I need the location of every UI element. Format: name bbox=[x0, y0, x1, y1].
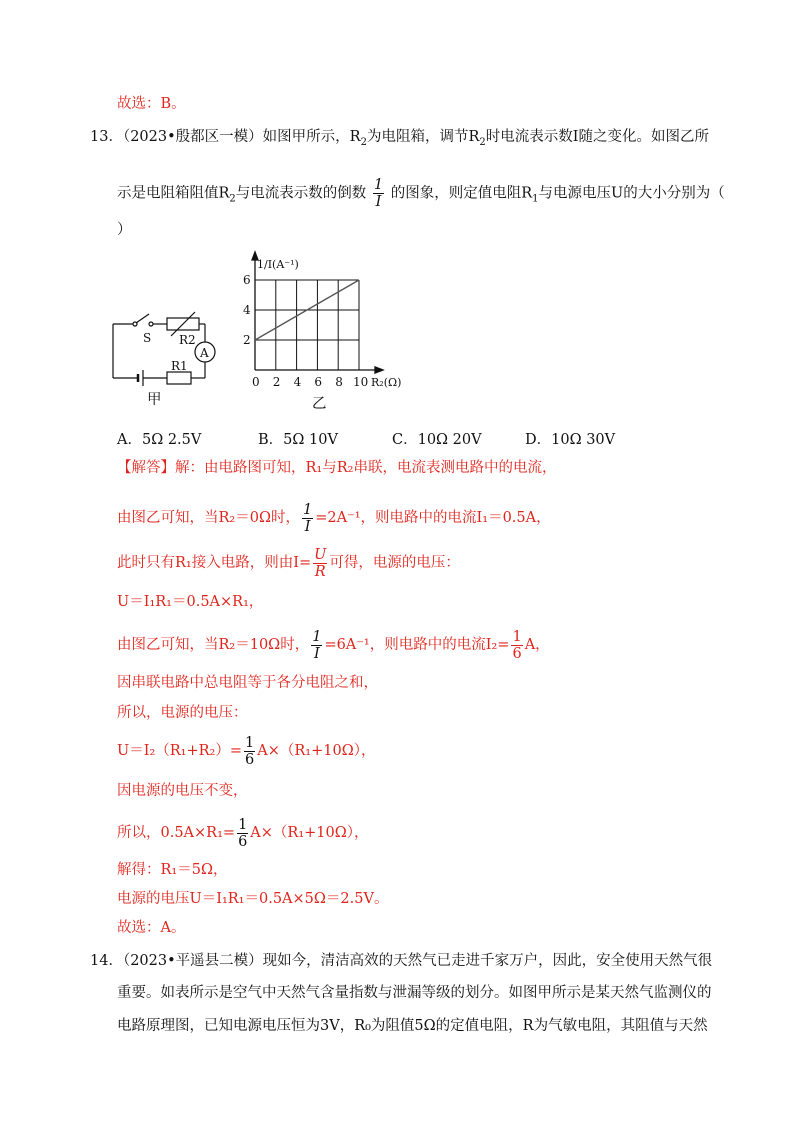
x-tick-label: 2 bbox=[272, 375, 281, 389]
y-tick-label: 4 bbox=[243, 303, 251, 317]
switch-label: S bbox=[143, 331, 152, 345]
y-axis-label: 1/I(A⁻¹) bbox=[257, 258, 299, 271]
solution-line-8: U＝I₂（R₁+R₂）= $\frac{1}{6}$ A×（R₁+10Ω）， bbox=[117, 734, 376, 768]
q13-source: （2023•殷都区一模） bbox=[122, 129, 263, 145]
solution-line-11: 解得：R₁＝5Ω， bbox=[117, 862, 228, 878]
q13-stem-line-2: 示是电阻箱阻值$R_2$与电流表示数的倒数 $\frac{1}{I}$ 的图象，则定值电阻$R_1$与电源电压U的大小分别为（ bbox=[117, 177, 725, 210]
q14-source: （2023•平遥县二模） bbox=[122, 953, 263, 969]
solution-line-3: 此时只有R₁接入电路，则由I= $\frac{U}{R}$ 可得，电源的电压： bbox=[117, 546, 460, 580]
solution-tag: 【解答】 bbox=[117, 460, 175, 476]
solution-line-10: 所以，0.5A×R₁= $\frac{1}{6}$ A×（R₁+10Ω）， bbox=[117, 816, 369, 850]
solution-line-2: 由图乙可知，当R₂＝0Ω时， $\frac{1}{I}$ =2A⁻¹，则电路中的电流I₁＝0.5A， bbox=[117, 501, 551, 535]
q13-stem-line-3: ） bbox=[117, 222, 132, 238]
figure-a-label: 甲 bbox=[147, 392, 162, 408]
reciprocal-fraction: $\frac{1}{I}$ bbox=[373, 177, 384, 210]
solution-line-12: 电源的电压U＝I₁R₁＝0.5A×5Ω＝2.5V。 bbox=[117, 891, 389, 907]
q13-number: 13． bbox=[90, 129, 123, 145]
ammeter-label: A bbox=[200, 346, 209, 360]
graph-reciprocal-current bbox=[235, 240, 420, 400]
figure-b-label: 乙 bbox=[312, 396, 327, 412]
y-tick-label: 6 bbox=[243, 273, 251, 287]
q13-stem-line-1: 13．（2023•殷都区一模）如图甲所示，$R_2$为电阻箱，调节$R_2$时电流表示数I随之变化。如图乙所 bbox=[90, 129, 709, 148]
option-d[interactable]: D．10Ω 30V bbox=[525, 432, 616, 448]
solution-line-4: U＝I₁R₁＝0.5A×R₁， bbox=[117, 594, 264, 610]
q14-stem-line-3: 电路原理图，已知电源电压恒为3V，R₀为阻值5Ω的定值电阻，R为气敏电阻，其阻值与天然 bbox=[117, 1018, 708, 1034]
option-c[interactable]: C．10Ω 20V bbox=[392, 432, 482, 448]
solution-line-7: 所以，电源的电压： bbox=[117, 705, 248, 721]
solution-line-9: 因电源的电压不变， bbox=[117, 783, 248, 799]
option-a[interactable]: A．5Ω 2.5V bbox=[117, 432, 202, 448]
x-tick-label: 8 bbox=[335, 375, 343, 389]
q14-stem-line-1: 14．（2023•平遥县二模）现如今，清洁高效的天然气已走进千家万户，因此，安全使用天然气很 bbox=[90, 953, 713, 969]
x-tick-label: 0 bbox=[252, 375, 260, 389]
r1-label: R1 bbox=[171, 359, 188, 373]
x-tick-label: 4 bbox=[293, 375, 302, 389]
x-tick-label: 10 bbox=[353, 375, 369, 389]
x-tick-label: 6 bbox=[314, 375, 323, 389]
q14-number: 14． bbox=[90, 953, 123, 969]
y-tick-label: 2 bbox=[243, 333, 251, 347]
x-axis-arrow bbox=[375, 367, 383, 373]
option-b[interactable]: B．5Ω 10V bbox=[258, 432, 338, 448]
circuit-diagram bbox=[105, 300, 225, 410]
solution-line-1: 【解答】解：由电路图可知，R₁与R₂串联，电流表测电路中的电流， bbox=[117, 460, 557, 476]
q14-stem-line-2: 重要。如表所示是空气中天然气含量指数与泄漏等级的划分。如图甲所示是某天然气监测仪的 bbox=[117, 985, 712, 1001]
solution-line-5: 由图乙可知，当R₂＝10Ω时， $\frac{1}{I}$ =6A⁻¹，则电路中的电流I₂= $\frac{1}{6}$ A， bbox=[117, 628, 550, 662]
solution-line-13: 故选：A。 bbox=[117, 920, 186, 936]
previous-answer: 故选：B。 bbox=[117, 96, 186, 112]
x-axis-label: R₂(Ω) bbox=[371, 376, 402, 389]
r2-label: R2 bbox=[179, 333, 196, 347]
solution-line-6: 因串联电路中总电阻等于各分电阻之和， bbox=[117, 675, 378, 691]
